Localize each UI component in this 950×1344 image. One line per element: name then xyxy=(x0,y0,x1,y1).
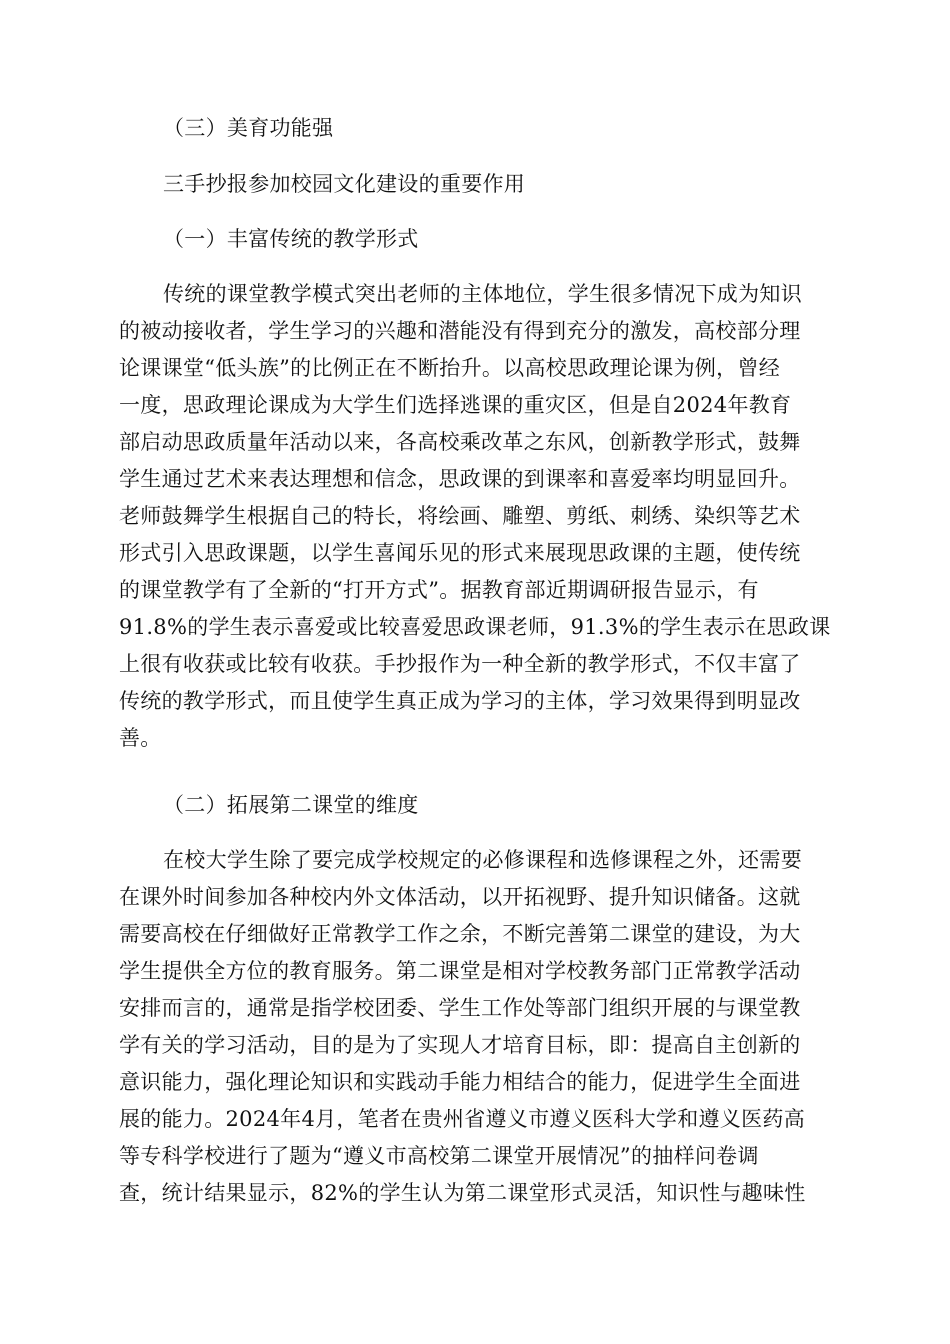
paragraph-line: 形式引入思政课题，以学生喜闻乐见的形式来展现思政课的主题，使传统 xyxy=(119,541,801,565)
paragraph-line: 一度，思政理论课成为大学生们选择逃课的重灾区，但是自2024年教育 xyxy=(119,393,792,417)
paragraph-line: 的被动接收者，学生学习的兴趣和潜能没有得到充分的激发，高校部分理 xyxy=(119,319,801,343)
paragraph-line: 的课堂教学有了全新的“打开方式”。据教育部近期调研报告显示，有 xyxy=(119,578,759,602)
paragraph-line: 意识能力，强化理论知识和实践动手能力相结合的能力，促进学生全面进 xyxy=(119,1070,801,1094)
paragraph-line: 需要高校在仔细做好正常教学工作之余，不断完善第二课堂的建设，为大 xyxy=(119,922,801,946)
section-heading-3: 三手抄报参加校园文化建设的重要作用 xyxy=(163,172,526,196)
paragraph-line: 在校大学生除了要完成学校规定的必修课程和选修课程之外，还需要 xyxy=(163,848,802,872)
paragraph-line: 查，统计结果显示，82%的学生认为第二课堂形式灵活，知识性与趣味性 xyxy=(119,1181,806,1205)
paragraph-line: 善。 xyxy=(119,726,162,750)
paragraph-line: 学有关的学习活动，目的是为了实现人才培育目标，即：提高自主创新的 xyxy=(119,1033,801,1057)
paragraph-line: 学生提供全方位的教育服务。第二课堂是相对学校教务部门正常教学活动 xyxy=(119,959,801,983)
paragraph-line: 在课外时间参加各种校内外文体活动，以开拓视野、提升知识储备。这就 xyxy=(119,885,801,909)
paragraph-line: 老师鼓舞学生根据自己的特长，将绘画、雕塑、剪纸、刺绣、染织等艺术 xyxy=(119,504,801,528)
paragraph-line: 论课课堂“低头族”的比例正在不断抬升。以高校思政理论课为例，曾经 xyxy=(119,356,781,380)
subsection-heading-2: （二）拓展第二课堂的维度 xyxy=(163,793,419,817)
paragraph-line: 学生通过艺术来表达理想和信念，思政课的到课率和喜爱率均明显回升。 xyxy=(119,467,801,491)
paragraph-line: 上很有收获或比较有收获。手抄报作为一种全新的教学形式，不仅丰富了 xyxy=(119,652,801,676)
paragraph-line: 部启动思政质量年活动以来，各高校乘改革之东风，创新教学形式，鼓舞 xyxy=(119,430,801,454)
paragraph-line: 展的能力。2024年4月，笔者在贵州省遵义市遵义医科大学和遵义医药高 xyxy=(119,1107,806,1131)
paragraph-line: 传统的教学形式，而且使学生真正成为学习的主体，学习效果得到明显改 xyxy=(119,689,801,713)
paragraph-line: 91.8%的学生表示喜爱或比较喜爱思政课老师，91.3%的学生表示在思政课 xyxy=(119,615,831,639)
section-heading-aesthetic: （三）美育功能强 xyxy=(163,116,334,140)
subsection-heading-1: （一）丰富传统的教学形式 xyxy=(163,227,419,251)
paragraph-line: 安排而言的，通常是指学校团委、学生工作处等部门组织开展的与课堂教 xyxy=(119,996,801,1020)
paragraph-line: 等专科学校进行了题为“遵义市高校第二课堂开展情况”的抽样问卷调 xyxy=(119,1144,759,1168)
paragraph-line: 传统的课堂教学模式突出老师的主体地位，学生很多情况下成为知识 xyxy=(163,282,802,306)
